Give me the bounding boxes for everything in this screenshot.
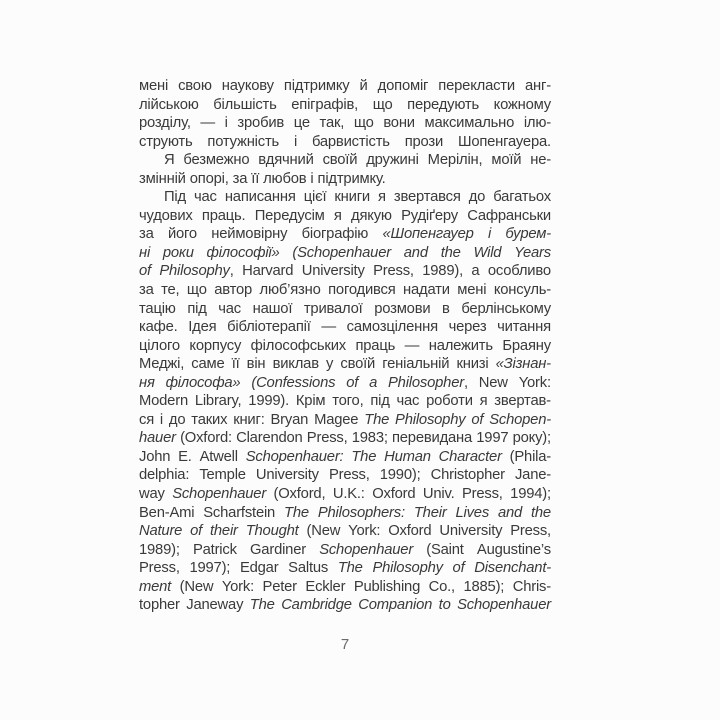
text-line: ся і до таких книг: Bryan Magee The Philosophy of Schopen-: [139, 411, 551, 428]
text-line: Ben-Ami Scharfstein The Philosophers: Their Lives and the: [139, 504, 551, 521]
page-number: 7: [340, 636, 350, 653]
text-block: [139, 77, 551, 615]
text-line: цілого корпусу філософських праць — належить Браяну: [139, 337, 551, 354]
text-line: розділу, — і зробив це так, що вони максимально ілю-: [139, 115, 551, 132]
text-line: way Schopenhauer (Oxford, U.K.: Oxford Univ. Press, 1994);: [139, 486, 551, 503]
text-line: delphia: Temple University Press, 1990); Christopher Jane-: [139, 467, 551, 484]
text-line: Nature of their Thought (New York: Oxford University Press,: [139, 523, 551, 540]
text-line: ня філософа» (Confessions of a Philosopher, New York:: [139, 374, 551, 391]
text-line: кафе. Ідея бібліотерапії — самозцілення через читання: [139, 319, 551, 336]
text-line: лійською більшість епіграфів, що передують кожному: [139, 96, 551, 113]
text-line: Press, 1997); Edgar Saltus The Philosophy of Disenchant-: [139, 560, 551, 577]
text-line: of Philosophy, Harvard University Press, 1989), а особливо: [139, 263, 551, 280]
text-line: 1989); Patrick Gardiner Schopenhauer (Saint Augustine’s: [139, 541, 551, 558]
text-line: topher Janeway The Cambridge Companion to Schopenhauer: [139, 597, 551, 614]
text-line: hauer (Oxford: Clarendon Press, 1983; перевидана 1997 року);: [139, 430, 551, 447]
text-line: тацію під час нашої тривалої розмови в берлінському: [139, 300, 551, 317]
text-line: Modern Library, 1999). Крім того, під час роботи я звертав-: [139, 393, 551, 410]
text-line: Я безмежно вдячний своїй дружині Мерілін, моїй не-: [164, 152, 551, 169]
text-line: Меджі, саме її він виклав у своїй геніальній книзі «Зізнан-: [139, 356, 551, 373]
text-line: змінній опорі, за її любов і підтримку.: [139, 170, 386, 187]
text-line: John E. Atwell Schopenhauer: The Human Character (Phila-: [139, 448, 551, 465]
text-line: ment (New York: Peter Eckler Publishing Co., 1885); Chris-: [139, 578, 551, 595]
text-line: ні роки філософії» (Schopenhauer and the Wild Years: [139, 244, 551, 261]
text-line: чудових праць. Передусім я дякую Рудіґеру Сафранськи: [139, 207, 551, 224]
text-line: мені свою наукову підтримку й допоміг перекласти анг-: [139, 78, 551, 94]
text-line: Під час написання цієї книги я звертався до багатьох: [164, 189, 551, 206]
text-line: струють потужність і барвистість прози Шопенгауера.: [139, 133, 551, 150]
text-line: за те, що автор люб’язно погодився надати мені консуль-: [139, 282, 551, 299]
text-line: за його неймовірну біографію «Шопенгауер і бурем-: [139, 226, 551, 243]
